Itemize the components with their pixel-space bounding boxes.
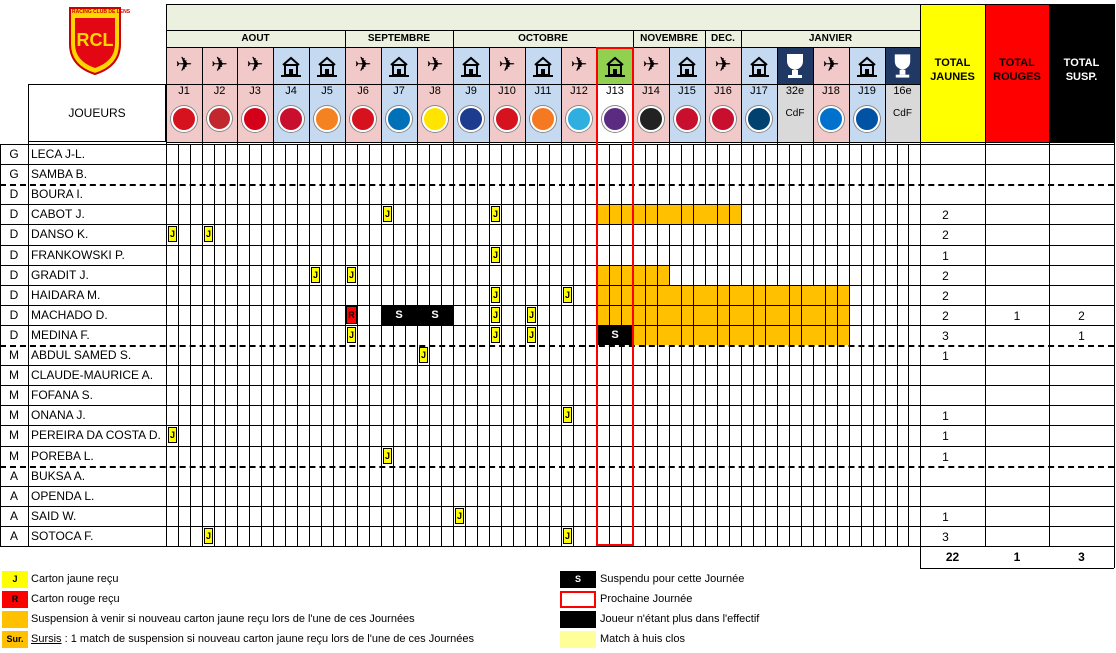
house-icon xyxy=(317,55,337,77)
player-total-yellow: 2 xyxy=(942,308,949,323)
legend-text: Carton rouge reçu xyxy=(31,593,120,605)
player-name: CLAUDE-MAURICE A. xyxy=(31,368,154,383)
plane-icon: ✈ xyxy=(426,54,444,76)
legend-swatch: J xyxy=(2,571,28,588)
col-divider xyxy=(849,47,850,546)
yellow-card-mark: J xyxy=(491,206,500,222)
sub-col-line xyxy=(693,144,694,546)
yellow-card-mark: J xyxy=(347,267,356,283)
suspension-warning-span xyxy=(597,285,849,305)
opponent-logo-icon xyxy=(818,106,844,132)
sub-col-line xyxy=(645,144,646,546)
next-match-frame xyxy=(596,47,634,546)
player-total-yellow: 1 xyxy=(942,349,949,363)
row-line xyxy=(0,204,1114,205)
opponent-logo-icon xyxy=(494,106,520,132)
plane-icon: ✈ xyxy=(570,54,588,76)
player-total-yellow: 2 xyxy=(942,208,949,223)
legend-text: Carton jaune reçu xyxy=(31,573,119,585)
row-line xyxy=(0,546,1114,547)
sub-col-line xyxy=(357,144,358,546)
player-name: SOTOCA F. xyxy=(31,528,94,543)
match-day: J7 xyxy=(393,85,405,97)
yellow-card-mark: J xyxy=(311,267,320,283)
sub-col-line xyxy=(825,144,826,546)
opponent-logo-icon xyxy=(350,106,376,132)
player-total-susp: 2 xyxy=(1078,308,1085,323)
sub-col-line xyxy=(729,144,730,546)
grid-line xyxy=(166,4,167,47)
legend-underlined-label: Sursis xyxy=(31,633,62,645)
cup-fff-icon xyxy=(781,51,809,81)
sub-col-line xyxy=(837,144,838,546)
player-position: A xyxy=(9,488,18,503)
player-total-yellow: 1 xyxy=(942,248,949,263)
totals-header-total_susp: TOTAL SUSP. xyxy=(1063,57,1100,83)
match-day: J17 xyxy=(750,85,768,97)
match-day: 16e xyxy=(893,85,912,97)
player-total-susp: 1 xyxy=(1078,328,1085,343)
player-position: D xyxy=(9,287,19,302)
sub-col-line xyxy=(285,144,286,546)
yellow-card-mark: J xyxy=(383,448,392,464)
opponent-logo-icon xyxy=(207,106,232,131)
sub-col-line xyxy=(537,144,538,546)
legend-swatch: S xyxy=(560,571,596,588)
grid-line xyxy=(28,84,29,546)
opponent-logo-icon xyxy=(566,106,592,132)
sub-col-line xyxy=(249,144,250,546)
club-logo-small-text: RACING CLUB DE LENS xyxy=(72,9,131,15)
plane-icon: ✈ xyxy=(211,54,228,76)
legend-swatch: R xyxy=(2,591,28,608)
suspension-warning-span xyxy=(633,325,849,345)
player-name: GRADIT J. xyxy=(31,267,89,282)
grid-line xyxy=(166,84,167,546)
house-icon xyxy=(389,55,409,77)
sub-col-line xyxy=(321,144,322,546)
yellow-card-mark: J xyxy=(419,347,428,363)
player-position: G xyxy=(9,147,19,161)
player-name: POREBA L. xyxy=(31,448,94,463)
house-icon xyxy=(533,55,553,77)
plane-icon: ✈ xyxy=(175,54,193,76)
player-position: M xyxy=(9,348,19,362)
row-line xyxy=(0,245,1114,246)
plane-icon: ✈ xyxy=(642,54,660,76)
col-divider xyxy=(453,47,454,546)
player-name: HAIDARA M. xyxy=(31,287,101,302)
yellow-card-mark: J xyxy=(455,508,464,524)
grid-line xyxy=(166,47,920,48)
player-position: M xyxy=(9,388,19,403)
legend-swatch xyxy=(2,611,28,628)
legend-text: Match à huis clos xyxy=(600,633,685,645)
player-position: D xyxy=(9,267,19,282)
sub-col-line xyxy=(297,144,298,546)
row-line xyxy=(0,466,1114,468)
player-name: MACHADO D. xyxy=(31,307,108,322)
player-position: M xyxy=(9,368,19,383)
opponent-logo-icon xyxy=(674,106,700,132)
legend-swatch xyxy=(560,631,596,648)
house-icon xyxy=(749,55,769,77)
yellow-card-mark: J xyxy=(563,407,572,423)
yellow-card-mark: J xyxy=(563,528,572,544)
cup-label: CdF xyxy=(785,108,805,119)
row-line xyxy=(0,305,1114,306)
player-name: ABDUL SAMED S. xyxy=(31,348,132,362)
player-name: PEREIRA DA COSTA D. xyxy=(31,428,161,443)
legend-text-rest: : 1 match de suspension si nouveau carton jaune reçu lors de l'une de ces Journées xyxy=(61,633,474,645)
month-label: SEPTEMBRE xyxy=(367,33,431,44)
sub-col-line xyxy=(908,144,909,546)
club-logo xyxy=(66,4,131,76)
yellow-card-mark: J xyxy=(491,327,500,343)
plane-icon: ✈ xyxy=(498,54,516,76)
player-position: D xyxy=(9,307,19,322)
player-position: G xyxy=(9,167,19,182)
sub-col-line xyxy=(573,144,574,546)
match-day: J16 xyxy=(714,85,732,97)
player-position: M xyxy=(9,448,19,463)
cup-label: CdF xyxy=(893,108,912,119)
sub-col-line xyxy=(861,144,862,546)
yellow-card-mark: J xyxy=(168,226,177,242)
house-icon xyxy=(857,55,877,77)
house-icon xyxy=(461,55,481,77)
player-name: SAID W. xyxy=(31,508,77,523)
opponent-logo-icon xyxy=(242,106,268,132)
match-day: J8 xyxy=(429,85,441,97)
row-line xyxy=(0,224,1114,225)
match-day: J3 xyxy=(249,85,261,97)
player-position: D xyxy=(9,327,19,342)
yellow-card-mark: J xyxy=(168,427,177,443)
sub-col-line xyxy=(549,144,550,546)
opponent-logo-icon xyxy=(854,106,880,132)
row-line xyxy=(0,184,1114,186)
club-logo-text: RCL xyxy=(76,30,114,50)
grid-line xyxy=(920,4,921,568)
player-name: ONANA J. xyxy=(31,408,86,423)
sub-col-line xyxy=(897,144,898,546)
col-divider xyxy=(381,47,382,546)
player-name: BOURA I. xyxy=(31,187,84,202)
suspended-mark: S xyxy=(597,325,633,345)
player-total-yellow: 1 xyxy=(942,429,949,444)
opponent-logo-icon xyxy=(386,106,412,132)
col-divider xyxy=(489,47,490,546)
yellow-card-mark: J xyxy=(527,327,536,343)
month-label: NOVEMBRE xyxy=(640,33,698,44)
opponent-logo-icon xyxy=(638,106,664,132)
suspended-mark: S xyxy=(381,305,417,325)
title-band xyxy=(166,4,920,30)
sub-col-line xyxy=(225,144,226,546)
match-day: J19 xyxy=(858,85,876,97)
suspended-mark: S xyxy=(417,305,453,325)
player-name: LECA J-L. xyxy=(31,147,86,161)
grid-line xyxy=(0,144,1,546)
legend-swatch xyxy=(560,591,596,608)
player-name: DANSO K. xyxy=(31,227,89,242)
sub-col-line xyxy=(801,144,802,546)
match-day: J10 xyxy=(498,85,516,97)
grid-line xyxy=(985,4,986,546)
match-day: J11 xyxy=(534,85,552,97)
sub-col-line xyxy=(441,144,442,546)
plane-icon: ✈ xyxy=(822,54,840,76)
match-day: J5 xyxy=(321,85,333,97)
legend-text: Prochaine Journée xyxy=(600,593,693,605)
player-name: FOFANA S. xyxy=(31,388,94,403)
sub-col-line xyxy=(501,144,502,546)
col-divider xyxy=(345,47,346,546)
red-card-mark: R xyxy=(346,306,357,324)
player-position: D xyxy=(9,247,19,262)
player-position: A xyxy=(9,468,18,483)
col-divider xyxy=(525,47,526,546)
row-line xyxy=(0,405,1114,406)
match-day: J15 xyxy=(678,85,696,97)
player-total-yellow: 3 xyxy=(942,529,949,544)
month-label: DEC. xyxy=(711,33,735,44)
sub-col-line xyxy=(214,144,215,546)
opponent-logo-icon xyxy=(458,106,484,132)
player-total-yellow: 2 xyxy=(942,228,949,243)
row-line xyxy=(0,446,1114,447)
match-day: J9 xyxy=(465,85,477,97)
grid-line xyxy=(1114,4,1115,568)
match-day: J14 xyxy=(642,85,660,97)
col-divider xyxy=(885,47,886,546)
players-header: JOUEURS xyxy=(68,106,126,120)
grid-line xyxy=(166,142,1114,143)
house-icon xyxy=(281,55,301,77)
match-day: J4 xyxy=(285,85,297,97)
grid-line xyxy=(166,84,920,85)
sub-col-line xyxy=(753,144,754,546)
opponent-logo-icon xyxy=(746,106,772,132)
grid-line xyxy=(166,30,920,31)
row-line xyxy=(0,385,1114,386)
player-total-yellow: 1 xyxy=(942,509,949,524)
yellow-card-mark: J xyxy=(563,287,572,303)
grand-total: 3 xyxy=(1078,550,1085,564)
yellow-card-mark: J xyxy=(491,307,500,323)
row-line xyxy=(0,285,1114,286)
player-position: D xyxy=(9,187,19,202)
row-line xyxy=(0,265,1114,266)
legend-text: Suspension à venir si nouveau carton jaune reçu lors de l'une de ces Journées xyxy=(31,613,415,625)
sub-col-line xyxy=(393,144,394,546)
player-name: OPENDA L. xyxy=(31,488,95,503)
row-line xyxy=(0,486,1114,487)
cup-fff-icon xyxy=(889,51,916,81)
player-name: BUKSA A. xyxy=(31,468,86,483)
sub-col-line xyxy=(657,144,658,546)
row-line xyxy=(0,425,1114,426)
sub-col-line xyxy=(405,144,406,546)
sub-col-line xyxy=(585,144,586,546)
row-line xyxy=(0,526,1114,527)
player-name: CABOT J. xyxy=(31,207,85,222)
opponent-logo-icon xyxy=(530,106,556,132)
player-position: A xyxy=(9,508,18,523)
player-position: A xyxy=(9,528,18,543)
grid-line xyxy=(1049,4,1050,546)
sub-col-line xyxy=(513,144,514,546)
plane-icon: ✈ xyxy=(354,54,372,76)
yellow-card-mark: J xyxy=(527,307,536,323)
sub-col-line xyxy=(873,144,874,546)
grand-total: 22 xyxy=(945,550,960,564)
col-divider xyxy=(417,47,418,546)
yellow-card-mark: J xyxy=(491,287,500,303)
player-total-red: 1 xyxy=(1013,308,1021,323)
sub-col-line xyxy=(717,144,718,546)
opponent-logo-icon xyxy=(314,106,340,132)
player-position: M xyxy=(9,408,19,423)
player-name: SAMBA B. xyxy=(31,167,88,182)
player-position: D xyxy=(9,207,19,222)
opponent-logo-icon xyxy=(171,106,197,132)
player-total-yellow: 1 xyxy=(942,409,949,424)
totals-header-total_yellow: TOTAL JAUNES xyxy=(930,57,975,83)
grid-line xyxy=(920,568,1114,569)
yellow-card-mark: J xyxy=(347,327,356,343)
sub-col-line xyxy=(789,144,790,546)
row-line xyxy=(0,144,1114,145)
yellow-card-mark: J xyxy=(204,226,213,242)
player-total-yellow: 2 xyxy=(942,268,949,283)
sub-col-line xyxy=(333,144,334,546)
player-total-yellow: 3 xyxy=(942,328,949,343)
sub-col-line xyxy=(429,144,430,546)
sub-col-line xyxy=(465,144,466,546)
sub-col-line xyxy=(765,144,766,546)
totals-header-total_red: TOTAL ROUGES xyxy=(993,57,1041,83)
row-line xyxy=(0,345,1114,347)
row-line xyxy=(0,365,1114,366)
month-label: JANVIER xyxy=(808,33,853,44)
grand-total: 1 xyxy=(1013,550,1021,564)
sub-col-line xyxy=(681,144,682,546)
match-day: J6 xyxy=(357,85,369,97)
legend-text: Joueur n'étant plus dans l'effectif xyxy=(600,613,760,625)
player-total-yellow: 1 xyxy=(942,449,949,464)
player-name: MEDINA F. xyxy=(31,327,90,342)
match-day: J12 xyxy=(570,85,588,97)
col-divider xyxy=(237,47,238,546)
row-line xyxy=(0,506,1114,507)
sub-col-line xyxy=(261,144,262,546)
sub-col-line xyxy=(178,144,179,546)
col-divider xyxy=(309,47,310,546)
row-line xyxy=(0,325,1114,326)
match-day: J2 xyxy=(213,85,226,97)
player-name: FRANKOWSKI P. xyxy=(31,247,125,262)
sub-col-line xyxy=(369,144,370,546)
month-label: OCTOBRE xyxy=(518,33,568,44)
yellow-card-mark: J xyxy=(204,528,213,544)
match-day: J13 xyxy=(606,85,624,97)
sub-col-line xyxy=(477,144,478,546)
opponent-logo-icon xyxy=(278,106,304,132)
col-divider xyxy=(202,47,203,546)
row-line xyxy=(0,164,1114,165)
match-day: J1 xyxy=(178,85,190,97)
sub-col-line xyxy=(190,144,191,546)
match-day: 32e xyxy=(785,85,805,97)
player-position: M xyxy=(9,428,19,443)
legend-swatch: Sur. xyxy=(2,631,28,648)
plane-icon: ✈ xyxy=(714,54,732,76)
legend-text xyxy=(31,633,474,645)
legend-swatch xyxy=(560,611,596,628)
col-divider xyxy=(273,47,274,546)
opponent-logo-icon xyxy=(422,106,448,132)
col-divider xyxy=(561,47,562,546)
grid-line xyxy=(166,4,1114,5)
plane-icon: ✈ xyxy=(246,54,264,76)
month-label: AOUT xyxy=(241,33,270,44)
legend-text: Suspendu pour cette Journée xyxy=(600,573,745,585)
suspension-warning-span xyxy=(597,305,849,325)
match-day: J18 xyxy=(822,85,840,97)
player-total-yellow: 2 xyxy=(942,288,949,303)
opponent-logo-icon xyxy=(710,106,736,132)
player-position: D xyxy=(9,227,19,242)
yellow-card-mark: J xyxy=(491,247,500,263)
house-icon xyxy=(677,55,697,77)
yellow-card-mark: J xyxy=(383,206,392,222)
